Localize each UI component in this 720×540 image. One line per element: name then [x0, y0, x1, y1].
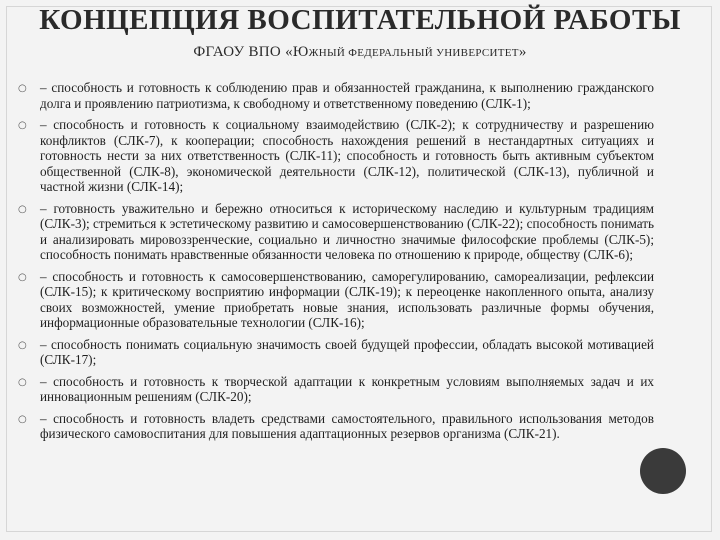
- circle-bullet-icon: ○: [18, 83, 27, 94]
- subtitle-end: »: [518, 44, 527, 60]
- list-item: [18, 117, 654, 195]
- circle-bullet-icon: ○: [18, 376, 27, 388]
- list-item: [18, 201, 654, 263]
- list-item-text: – способность и готовность к соблюдению прав и обязанностей гражданина, к выполнению гражданского долга и проявлению патриотизма, к свободному и ответственному поведению (СЛК-1);: [40, 80, 654, 111]
- circle-bullet-icon: ○: [18, 203, 27, 215]
- circle-bullet-icon: ○: [18, 339, 27, 351]
- list-item: [18, 374, 654, 405]
- list-item-text: – способность и готовность к социальному взаимодействию (СЛК-2); к сотрудничеству и разрешению конфликтов (СЛК-7), к кооперации; способность нахождения решений в нестандартных ситуациях и готовность нести за них ответственность (СЛК-11); способность и готовность быть активным субъектом общественной (СЛК-8), экономической деятельности (СЛК-12), политической (СЛК-13), публичной и частной жизни (СЛК-14);: [40, 117, 654, 194]
- circle-bullet-icon: ○: [18, 120, 27, 131]
- list-item-text: – способность и готовность к самосовершенствованию, саморегулированию, самореализации, рефлексии (СЛК-15); к критическому восприятию информации (СЛК-19); к переоценке накопленного опыта, анализу своих возможностей, умение приобретать новые знания, использовать различные формы обучения, информационные образовательные технологии (СЛК-16);: [40, 268, 654, 330]
- list-item-text: – готовность уважительно и бережно относиться к историческому наследию и культурным традициям (СЛК-3); стремиться к эстетическому развитию и самосовершенствованию (СЛК-22); способность понимать и анализировать мировоззренческие, социально и личностно значимые философские проблемы (СЛК-5); способность понимать нравственные обязанности человека по отношению к природе, обществу (СЛК-6);: [40, 200, 654, 262]
- circle-bullet-icon: ○: [18, 413, 27, 425]
- decorative-circle: [640, 448, 686, 494]
- circle-bullet-icon: ○: [18, 271, 27, 283]
- list-item-text: – способность и готовность к творческой адаптации к конкретным условиям выполняемых задач и их инновационным решениям (СЛК-20);: [40, 373, 654, 404]
- list-item: [18, 80, 654, 111]
- list-item-text: – способность понимать социальную значимость своей будущей профессии, обладать высокой мотивацией (СЛК-17);: [40, 336, 654, 367]
- list-item-text: – способность и готовность владеть средствами самостоятельного, правильного использования методов физического самовоспитания для повышения адаптационных резервов организма (СЛК-21).: [40, 410, 654, 441]
- subtitle-smallcaps: ЖНЫЙ ФЕДЕРАЛЬНЫЙ УНИВЕРСИТЕТ: [308, 47, 519, 59]
- competency-list: [18, 80, 654, 448]
- list-item: [18, 337, 654, 368]
- slide-subtitle: [0, 44, 720, 61]
- list-item: [18, 269, 654, 331]
- list-item: [18, 411, 654, 442]
- subtitle-main: ФГАОУ ВПО «Ю: [193, 44, 309, 60]
- slide-title: КОНЦЕПЦИЯ ВОСПИТАТЕЛЬНОЙ РАБОТЫ: [39, 4, 681, 36]
